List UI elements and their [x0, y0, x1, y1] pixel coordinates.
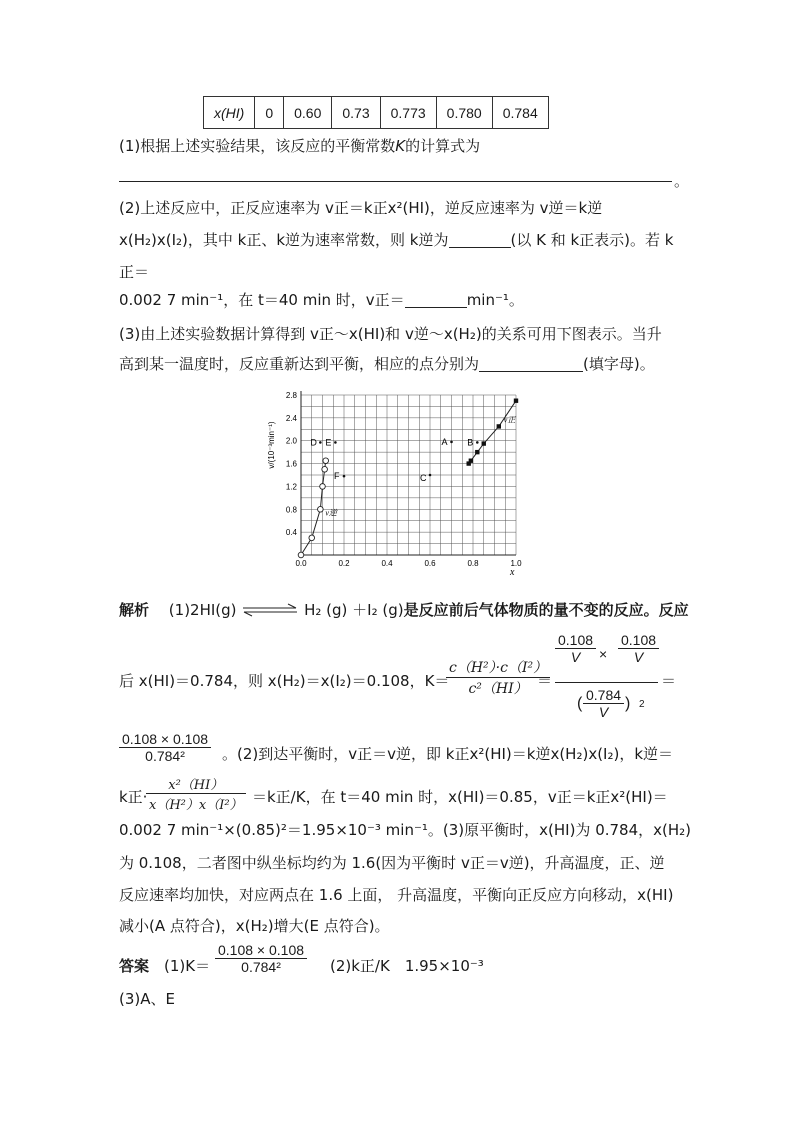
labeled-point	[476, 441, 479, 444]
labeled-point	[319, 441, 322, 444]
k-fraction-3	[119, 731, 211, 764]
q2-line-4a: 0.002 7 min⁻¹，在 t＝40 min 时，v正＝	[119, 291, 405, 309]
point-label: B	[467, 437, 474, 448]
table-cell: 0.60	[284, 97, 332, 129]
k-fraction-2-bar: ( $\frac{0.784}{V}$ ) 2	[555, 682, 658, 731]
q2-line-2b: (以 K 和 k正表示)。若 k	[510, 231, 674, 249]
solution-line-8: 减小(A 点符合)，x(H₂)增大(E 点符合)。	[119, 917, 390, 935]
table-cell: 0.773	[380, 97, 436, 129]
q2-line-4b: min⁻¹。	[466, 291, 524, 309]
solution-line-4b: ＝k正/K，在 t＝40 min 时，x(HI)＝0.85，v正＝k正x²(HI)＝	[252, 788, 668, 806]
equals-2: ＝	[661, 672, 677, 690]
rate-vs-fraction-chart	[262, 385, 537, 580]
y-tick-label: 0.8	[285, 505, 297, 515]
data-point	[514, 399, 518, 403]
solution-line-2: 后 x(HI)＝0.784，则 x(H₂)＝x(I₂)＝0.108，K＝	[119, 672, 450, 690]
rate-fraction-numerator: x²（HI）	[146, 774, 246, 794]
k-fraction-2-den-d: V	[598, 704, 609, 720]
q1-answer-blank	[119, 181, 672, 182]
labeled-point	[343, 475, 346, 478]
k-fraction-1-denominator: c²（HI）	[468, 681, 528, 697]
point-label: D	[310, 437, 317, 448]
q3-line-2b: (填字母)。	[583, 355, 655, 373]
rate-fraction-denominator: x（H²）x（I²）	[149, 798, 243, 813]
k-fraction-2-den-n: 0.784	[583, 687, 624, 704]
answer-2: (2)k正/K 1.95×10⁻³	[330, 957, 484, 975]
k-fraction-2-exponent: 2	[639, 699, 645, 710]
x-tick-label: 0.2	[338, 559, 350, 568]
point-label: E	[325, 437, 332, 448]
y-tick-label: 2.8	[285, 391, 297, 400]
solution-line-6: 为 0.108，二者图中纵坐标均约为 1.6(因为平衡时 v正＝v逆)，升高温度，正、逆	[119, 854, 665, 872]
x-tick-label: 0.4	[381, 559, 393, 568]
q1-end: 。	[674, 172, 690, 190]
answer-label: 答案	[119, 957, 150, 975]
point-label: C	[420, 473, 427, 483]
data-point	[323, 458, 329, 464]
series-label: v逆	[325, 508, 337, 518]
labeled-point	[429, 474, 432, 477]
table-cell: 0.780	[436, 97, 492, 129]
equilibrium-arrow-icon	[241, 603, 299, 617]
q2-line-1: (2)上述反应中，正反应速率为 v正＝k正x²(HI)，逆反应速率为 v逆＝k逆	[119, 199, 603, 217]
q1-k: K	[395, 137, 406, 155]
equation-right: H₂ (g) ＋I₂ (g)	[304, 601, 404, 619]
point-label: A	[441, 436, 448, 447]
data-point	[322, 466, 328, 472]
x-tick-label: 1.0	[510, 559, 522, 568]
equation-tail: 是反应前后气体物质的量不变的反应。反应	[403, 601, 689, 619]
table-header: x(HI)	[204, 97, 255, 129]
solution-line-1	[119, 600, 689, 620]
q3-line-2	[119, 354, 655, 374]
data-point	[309, 535, 315, 541]
data-point	[320, 484, 326, 490]
k-fraction-2-d2: V	[633, 649, 644, 665]
k-fraction-1	[446, 657, 553, 698]
y-axis-label: v/(10⁻³min⁻¹)	[267, 421, 276, 469]
table-cell: 0.73	[332, 97, 380, 129]
q3-line-2a: 高到某一温度时，反应重新达到平衡，相应的点分别为	[119, 355, 480, 373]
y-tick-label: 1.2	[285, 482, 297, 492]
q2-blank-2	[405, 293, 467, 308]
q2-line-3: 正＝	[119, 263, 150, 281]
solution-label: 解析	[119, 601, 150, 619]
question-1	[119, 136, 480, 156]
data-point	[318, 506, 324, 512]
labeled-point	[334, 441, 337, 444]
answer-fraction-numerator: 0.108 × 0.108	[215, 942, 307, 959]
solution-line-3: 。(2)到达平衡时，v正＝v逆，即 k正x²(HI)＝k逆x(H₂)x(I₂)，k逆＝	[222, 745, 674, 763]
y-tick-label: 2.0	[285, 436, 297, 446]
times-sign: ×	[599, 646, 608, 662]
y-tick-label: 2.4	[285, 413, 297, 423]
q1-text2: 的计算式为	[405, 137, 481, 155]
q3-blank	[479, 357, 583, 372]
solution-line-7: 反应速率均加快，对应两点在 1.6 上面， 升高温度，平衡向正反应方向移动，x(HI)	[119, 886, 674, 904]
y-tick-label: 0.4	[285, 528, 297, 538]
solution-line-4a: k正·	[119, 788, 148, 806]
table-cell: 0	[255, 97, 284, 129]
q2-line-2	[119, 230, 674, 250]
data-point	[298, 552, 304, 558]
data-point	[469, 459, 473, 463]
labeled-point	[450, 441, 453, 444]
point-label: F	[334, 471, 340, 482]
answer-fraction	[215, 942, 307, 975]
data-point	[482, 441, 486, 445]
equation-left: (1)2HI(g)	[168, 601, 237, 619]
x-tick-label: 0.8	[467, 559, 479, 568]
k-fraction-3-denominator: 0.784²	[145, 748, 185, 764]
answer-1-prefix: (1)K＝	[164, 957, 211, 975]
q2-blank-1	[449, 233, 511, 248]
k-fraction-2	[555, 632, 658, 731]
answer-3: (3)A、E	[119, 990, 175, 1008]
solution-line-5: 0.002 7 min⁻¹×(0.85)²＝1.95×10⁻³ min⁻¹。(3)原平衡时，x(HI)为 0.784，x(H₂)	[119, 821, 692, 839]
q2-line-4	[119, 290, 524, 310]
k-fraction-2-n1: 0.108	[555, 632, 596, 649]
k-fraction-2-n2: 0.108	[618, 632, 659, 649]
k-fraction-2-d1: V	[570, 649, 581, 665]
q2-line-2a: x(H₂)x(I₂)，其中 k正、k逆为速率常数，则 k逆为	[119, 231, 449, 249]
x-axis-label: x	[510, 567, 515, 578]
x-hi-table	[203, 96, 549, 129]
equals-1: ＝	[537, 672, 553, 690]
answer-fraction-denominator: 0.784²	[241, 959, 281, 975]
k-fraction-1-numerator: c（H²）·c（I²）	[446, 657, 550, 678]
series-label: v正	[503, 415, 516, 425]
x-tick-label: 0.0	[295, 559, 307, 568]
x-tick-label: 0.6	[424, 559, 436, 568]
q1-text: (1)根据上述实验结果，该反应的平衡常数	[119, 137, 396, 155]
data-point	[475, 450, 479, 454]
data-point	[497, 424, 501, 428]
rate-fraction	[146, 774, 246, 813]
y-tick-label: 1.6	[285, 459, 297, 469]
table-cell: 0.784	[492, 97, 548, 129]
k-fraction-3-numerator: 0.108 × 0.108	[119, 731, 211, 748]
answer-line-1	[119, 955, 210, 976]
q3-line-1: (3)由上述实验数据计算得到 v正～x(HI)和 v逆～x(H₂)的关系可用下图表示。当升	[119, 325, 662, 343]
table-row	[204, 97, 549, 129]
